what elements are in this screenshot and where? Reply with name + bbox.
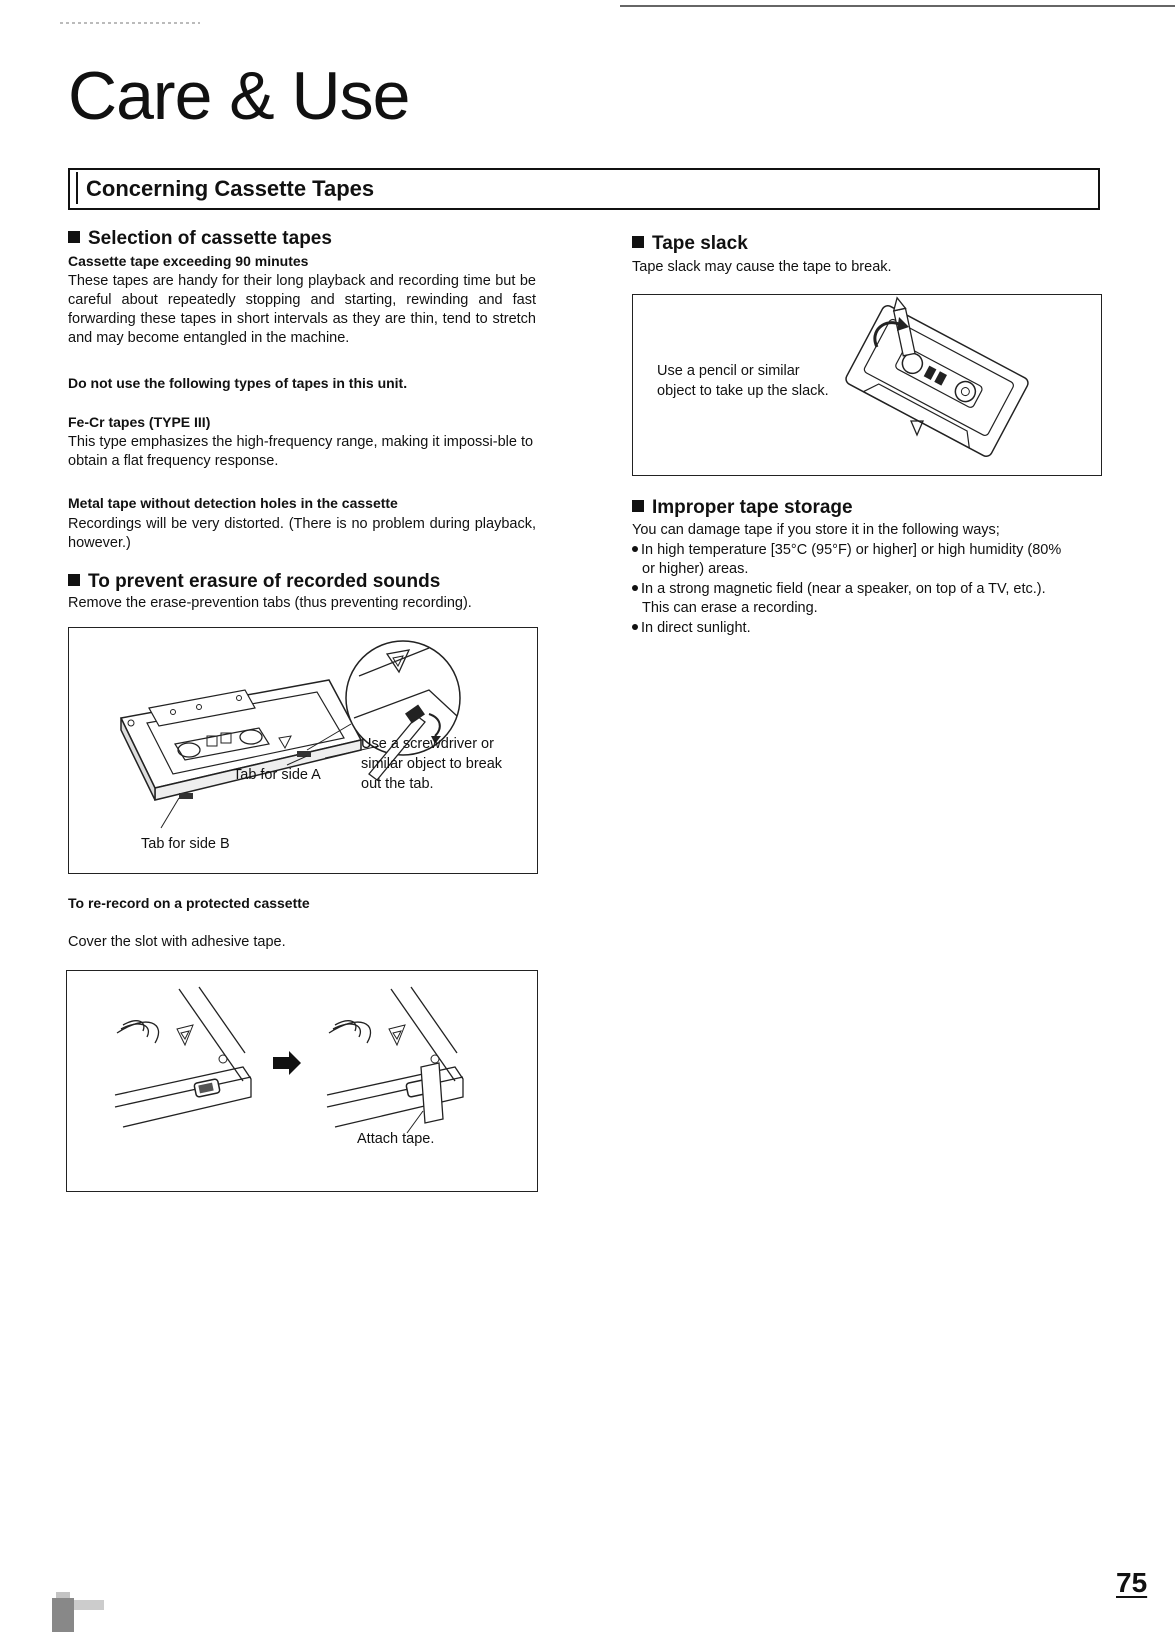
erasure-heading: To prevent erasure of recorded sounds: [68, 571, 440, 593]
tab-side-a-label: Tab for side A: [233, 767, 321, 783]
storage-bullet-2: In a strong magnetic field (near a speaker, on top of a TV, etc.). This can erase a recording.: [632, 580, 1102, 618]
square-bullet-icon: [632, 236, 644, 248]
storage-bullet-3: In direct sunlight.: [632, 619, 1102, 638]
slack-heading: Tape slack: [632, 233, 748, 255]
bullet-dot-icon: [632, 546, 638, 552]
attach-tape-label: Attach tape.: [357, 1131, 435, 1147]
metal-heading: Metal tape without detection holes in the cassette: [68, 495, 398, 511]
erasure-text: Remove the erase-prevention tabs (thus preventing recording).: [68, 595, 472, 611]
bullet-dot-icon: [632, 585, 638, 591]
page-title: Care & Use: [68, 58, 410, 134]
section-bar-tick: [76, 172, 78, 204]
storage-intro: You can damage tape if you store it in the following ways;: [632, 522, 1000, 538]
tape-slack-figure: [632, 294, 1102, 476]
metal-text: Recordings will be very distorted. (There is no problem during playback, however.): [68, 516, 536, 551]
square-bullet-icon: [68, 574, 80, 586]
storage-heading: Improper tape storage: [632, 497, 853, 519]
section-title-bar: [68, 168, 1100, 210]
top-edge-line: [0, 4, 1175, 6]
erase-tab-figure: [68, 627, 538, 874]
selection-paragraph: These tapes are handy for their long playback and recording time but be careful about repeatedly stopping and starting, rewinding and fast forwarding these tapes in short intervals as they are thin, tend to stretch and may become entangled in the machine.: [68, 273, 536, 346]
tape-slack-label: Use a pencil or similar object to take up the slack.: [657, 363, 829, 399]
rerecord-text: Cover the slot with adhesive tape.: [68, 934, 286, 950]
square-bullet-icon: [632, 500, 644, 512]
storage-bullet-1: In high temperature [35°C (95°F) or higher] or high humidity (80% or higher) areas.: [632, 541, 1102, 579]
attach-tape-illustration: [67, 971, 539, 1193]
attach-tape-figure: [66, 970, 538, 1192]
fecr-text: This type emphasizes the high-frequency range, making it impossi-ble to obtain a flat frequency response.: [68, 434, 534, 469]
rerecord-heading: To re-record on a protected cassette: [68, 895, 310, 911]
scan-smudge: [48, 1590, 128, 1640]
square-bullet-icon: [68, 231, 80, 243]
screwdriver-label: Use a screwdriver or similar object to break out the tab.: [361, 736, 503, 792]
warning-text: Do not use the following types of tapes in this unit.: [68, 375, 408, 391]
bullet-dot-icon: [632, 624, 638, 630]
slack-text: Tape slack may cause the tape to break.: [632, 259, 892, 275]
tab-side-b-label: Tab for side B: [141, 836, 230, 852]
selection-heading: Selection of cassette tapes: [68, 228, 332, 250]
page-number: 75: [1116, 1567, 1148, 1598]
cassette-pencil-illustration: [633, 295, 1103, 477]
section-title: Concerning Cassette Tapes: [86, 176, 375, 201]
selection-subheading: Cassette tape exceeding 90 minutes: [68, 253, 309, 269]
fecr-heading: Fe-Cr tapes (TYPE III): [68, 414, 211, 430]
